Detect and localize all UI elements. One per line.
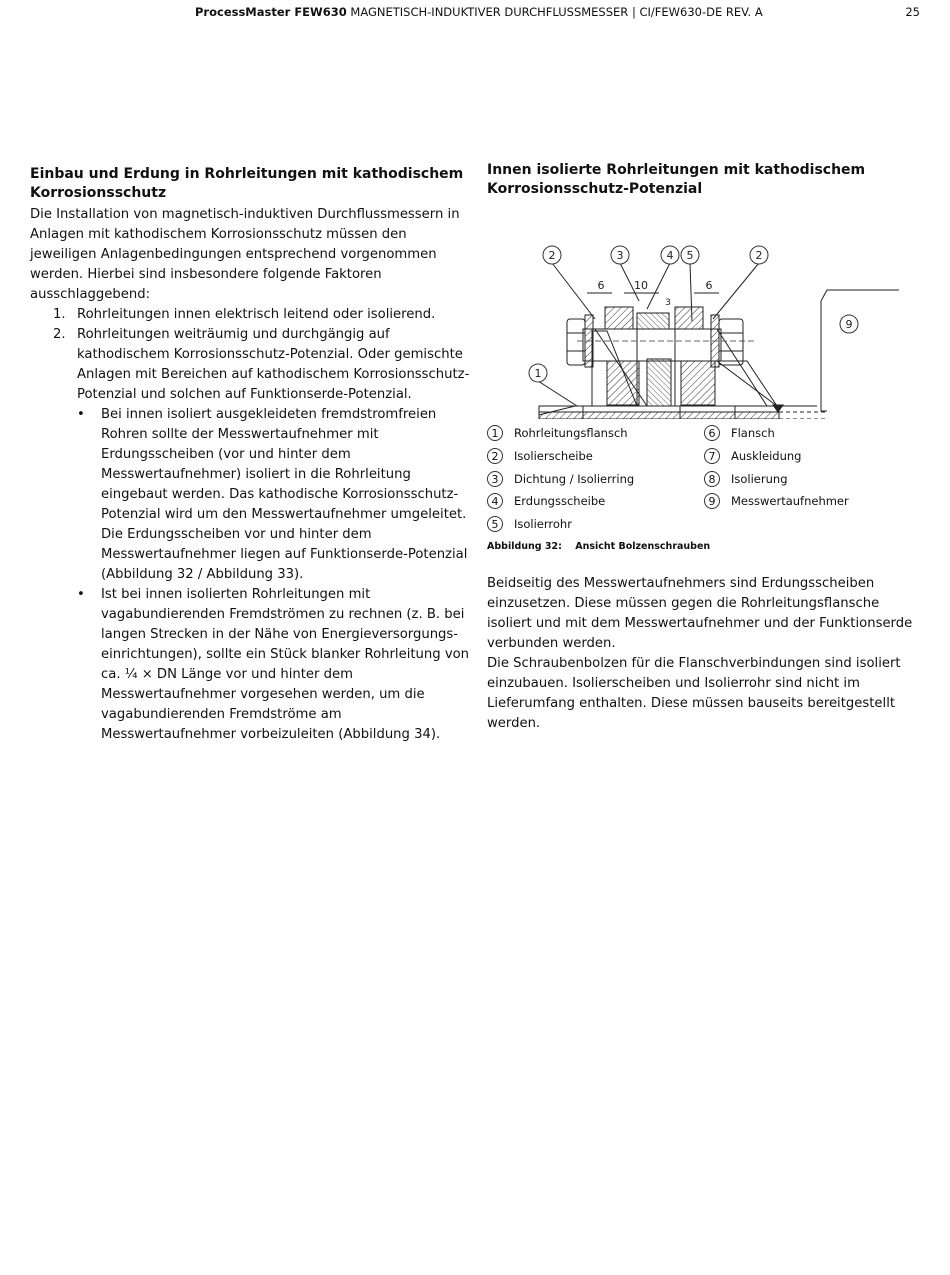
callout-4: 4 bbox=[666, 249, 674, 262]
diagram-legend bbox=[487, 423, 927, 541]
bullet-list bbox=[77, 405, 470, 745]
legend-label: Isolierrohr bbox=[514, 517, 572, 531]
dim-6b: 6 bbox=[705, 279, 713, 292]
flange-diagram-svg bbox=[487, 201, 917, 419]
left-heading: Einbau und Erdung in Rohrleitungen mit kathodischem Korrosionsschutz bbox=[30, 166, 464, 201]
legend-item bbox=[487, 423, 628, 443]
list-text: Rohrleitungen innen elektrisch leitend oder isolierend. bbox=[77, 307, 436, 322]
legend-label: Isolierscheibe bbox=[514, 449, 593, 463]
legend-number: 5 bbox=[487, 516, 503, 532]
list-number: 2. bbox=[53, 327, 66, 342]
legend-label: Erdungsscheibe bbox=[514, 494, 606, 508]
caption-text: Ansicht Bolzenschrauben bbox=[575, 541, 711, 552]
bullet-marker: • bbox=[77, 587, 85, 602]
header-doc-title: MAGNETISCH-INDUKTIVER DURCHFLUSSMESSER bbox=[350, 5, 629, 19]
legend-item bbox=[704, 491, 849, 511]
left-column bbox=[30, 165, 470, 745]
header-product: ProcessMaster FEW630 bbox=[195, 5, 347, 19]
legend-number: 9 bbox=[704, 493, 720, 509]
list-number: 1. bbox=[53, 307, 66, 322]
legend-item bbox=[487, 514, 572, 534]
right-body bbox=[487, 574, 927, 734]
numbered-list bbox=[30, 305, 470, 745]
legend-label: Messwertaufnehmer bbox=[731, 494, 849, 508]
right-column bbox=[487, 161, 927, 734]
header-separator: | bbox=[631, 5, 636, 19]
legend-item bbox=[487, 446, 593, 466]
list-text: Rohrleitungen weiträumig und durchgängig auf kathodischem Korrosionsschutz-Potenzial. Oder gemischte Anlagen mit Bereichen auf kathodischem Korrosionsschutz-Potenzial und solchen auf Funktionserde-Potenzial. bbox=[77, 327, 470, 402]
legend-item bbox=[487, 469, 634, 489]
legend-number: 7 bbox=[704, 448, 720, 464]
right-paragraph-2: Die Schraubenbolzen für die Flanschverbindungen sind isoliert einzubauen. Isolierscheiben und Isolierrohr sind nicht im Lieferumfang enthalten. Diese müssen bauseits bereitgestellt werden. bbox=[487, 656, 901, 731]
legend-number: 2 bbox=[487, 448, 503, 464]
figure-caption bbox=[487, 541, 927, 552]
legend-number: 3 bbox=[487, 471, 503, 487]
header-title bbox=[195, 5, 763, 19]
left-intro: Die Installation von magnetisch-induktiven Durchflussmessern in Anlagen mit kathodischem Korrosionsschutz müssen den jeweiligen Anlagenbedingungen entsprechend vorgenommen werden. Hierbei sind insbesondere folgende Faktoren ausschlaggebend: bbox=[30, 207, 460, 302]
dim-3: 3 bbox=[665, 298, 671, 308]
legend-label: Flansch bbox=[731, 426, 775, 440]
caption-label: Abbildung 32: bbox=[487, 541, 562, 552]
legend-item bbox=[704, 423, 775, 443]
callout-2b: 2 bbox=[755, 249, 763, 262]
legend-item bbox=[704, 446, 801, 466]
legend-label: Isolierung bbox=[731, 472, 788, 486]
right-heading: Innen isolierte Rohrleitungen mit kathodischem Korrosionsschutz-Potenzial bbox=[487, 162, 866, 197]
page-number: 25 bbox=[905, 5, 920, 19]
legend-item bbox=[704, 469, 788, 489]
legend-number: 4 bbox=[487, 493, 503, 509]
legend-number: 8 bbox=[704, 471, 720, 487]
callout-3: 3 bbox=[616, 249, 624, 262]
legend-number: 1 bbox=[487, 425, 503, 441]
bullet-text: Ist bei innen isolierten Rohrleitungen mit vagabundierenden Fremdströmen zu rechnen (z. B. bei langen Strecken in der Nähe von Energieversorgungs- einrichtungen), sollte ein Stück blanker Rohrleitung von ca. ¼ × DN Länge vor und hinter dem Messwertaufnehmer vorgesehen werden, um die vagabundierenden Fremdströme am Messwertaufnehmer vorbeizuleiten (Abbildung 34). bbox=[101, 587, 470, 742]
legend-label: Auskleidung bbox=[731, 449, 802, 463]
callout-1: 1 bbox=[534, 367, 542, 380]
legend-label: Dichtung / Isolierring bbox=[514, 472, 635, 486]
callout-5: 5 bbox=[686, 249, 694, 262]
legend-label: Rohrleitungsflansch bbox=[514, 426, 628, 440]
dim-6a: 6 bbox=[597, 279, 605, 292]
bullet-text: Bei innen isoliert ausgekleideten fremdstromfreien Rohren sollte der Messwertaufnehmer mit Erdungsscheiben (vor und hinter dem Messwertaufnehmer) isoliert in die Rohrleitung eingebaut werden. Das kathodische Korrosionsschutz-Potenzial wird um den Messwertaufnehmer umgeleitet. Die Erdungsscheiben vor und hinter dem Messwertaufnehmer liegen auf Funktionserde-Potenzial (Abbildung 32 / Abbildung 33). bbox=[101, 407, 468, 582]
flange-diagram bbox=[487, 201, 917, 419]
list-item bbox=[30, 325, 470, 745]
legend-item bbox=[487, 491, 605, 511]
header-doc-number: CI/FEW630-DE REV. A bbox=[639, 5, 763, 19]
bullet-marker: • bbox=[77, 407, 85, 422]
callout-2a: 2 bbox=[548, 249, 556, 262]
list-item bbox=[30, 305, 470, 325]
callout-9: 9 bbox=[845, 318, 853, 331]
bullet-item bbox=[77, 585, 470, 745]
legend-number: 6 bbox=[704, 425, 720, 441]
dim-10: 10 bbox=[634, 279, 648, 292]
right-paragraph-1: Beidseitig des Messwertaufnehmers sind Erdungsscheiben einzusetzen. Diese müssen gegen die Rohrleitungsflansche isoliert und mit dem Messwertaufnehmer und der Funktionserde verbunden werden. bbox=[487, 576, 913, 651]
bullet-item bbox=[77, 405, 470, 585]
